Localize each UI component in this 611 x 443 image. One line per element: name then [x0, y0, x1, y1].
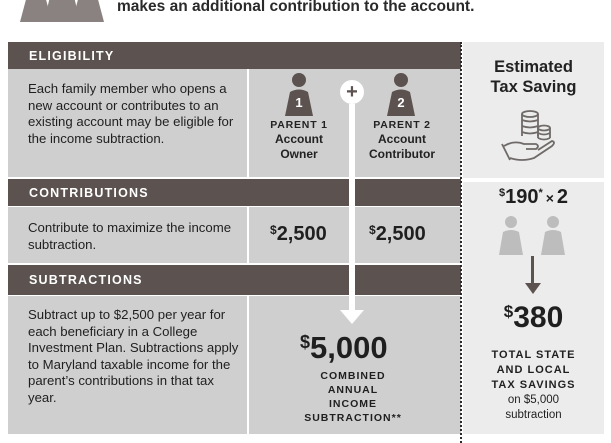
combined-currency: $: [300, 332, 311, 352]
hand-coins-icon: [500, 106, 560, 164]
subtractions-header: SUBTRACTIONS: [8, 265, 461, 295]
parent-1-number: 1: [295, 95, 303, 110]
estimated-title-line1: Estimated: [494, 58, 573, 76]
total-sub-line1: on $5,000: [507, 394, 560, 406]
total-savings-note: [463, 393, 604, 423]
estimated-title-line2: Tax Saving: [490, 78, 577, 96]
calc-asterisk: *: [538, 187, 543, 199]
times-symbol: ×: [545, 190, 554, 206]
down-arrow-shaft: [531, 256, 534, 284]
total-currency: $: [503, 302, 514, 321]
total-savings-label: [463, 348, 604, 393]
parent-2-desc-line1: Account: [378, 132, 426, 146]
parent-1-role: PARENT 1: [270, 119, 328, 131]
total-sub-line2: subtraction: [505, 409, 562, 421]
combined-amount: [300, 330, 388, 366]
total-line3: TAX SAVINGS: [491, 379, 576, 391]
parent-2-number: 2: [397, 95, 405, 110]
calc-currency: $: [498, 187, 506, 199]
total-line2: AND LOCAL: [496, 364, 571, 376]
parent-2-currency: $: [369, 223, 376, 237]
parent-1-label: [262, 118, 336, 162]
parent-1-icon: [276, 72, 322, 118]
dotted-divider: [460, 42, 462, 443]
eligibility-header: ELIGIBILITY: [8, 42, 461, 69]
parent-2-contribution: [369, 223, 426, 246]
combined-line3: INCOME: [329, 398, 377, 410]
person-2-icon: [535, 215, 571, 255]
parent-2-desc-line2: Contributor: [369, 147, 435, 161]
combined-amount-value: 5,000: [310, 330, 388, 365]
parent-2-role: PARENT 2: [373, 119, 431, 131]
parent-2-icon: [378, 72, 424, 118]
top-caption: makes an additional contribution to the account.: [117, 0, 475, 15]
eligibility-text: Each family member who opens a new account or contributes to an existing account may be eligible for the income subtraction.: [28, 81, 234, 146]
contributions-header: CONTRIBUTIONS: [8, 179, 461, 206]
parent-1-contribution: [270, 223, 327, 246]
combine-arrow-head-icon: [340, 310, 364, 324]
calc-multiplier: 2: [556, 186, 569, 208]
estimated-title: [463, 57, 604, 97]
contributions-text: Contribute to maximize the income subtraction.: [28, 220, 232, 252]
parent-1-amount: 2,500: [276, 223, 327, 245]
family-group-icon: [14, 0, 110, 22]
combined-line2: ANNUAL: [327, 384, 379, 396]
plus-icon: +: [340, 80, 364, 104]
down-arrow-icon: [525, 283, 541, 294]
parent-1-currency: $: [270, 223, 277, 237]
right-panel-gap: [463, 178, 604, 182]
combined-line1: COMBINED: [320, 370, 386, 382]
total-savings-amount: [463, 301, 604, 335]
parent-2-amount: 2,500: [375, 223, 426, 245]
parent-1-desc-line2: Owner: [280, 147, 318, 161]
combine-arrow-shaft: [349, 104, 355, 312]
subtractions-text: Subtract up to $2,500 per year for each beneficiary in a College Investment Plan. Subtractions apply to Maryland taxable income for the parent’s contributions in that tax year.: [28, 307, 239, 405]
combined-line4: SUBTRACTION**: [304, 412, 402, 424]
combined-label: [293, 369, 413, 425]
total-amount-value: 380: [513, 301, 564, 334]
parent-1-desc-line1: Account: [275, 132, 323, 146]
calc-amount: 190: [505, 186, 539, 208]
calc-expression: [463, 186, 604, 209]
total-line1: TOTAL STATE: [491, 349, 576, 361]
person-1-icon: [493, 215, 529, 255]
parent-2-label: [358, 118, 446, 162]
